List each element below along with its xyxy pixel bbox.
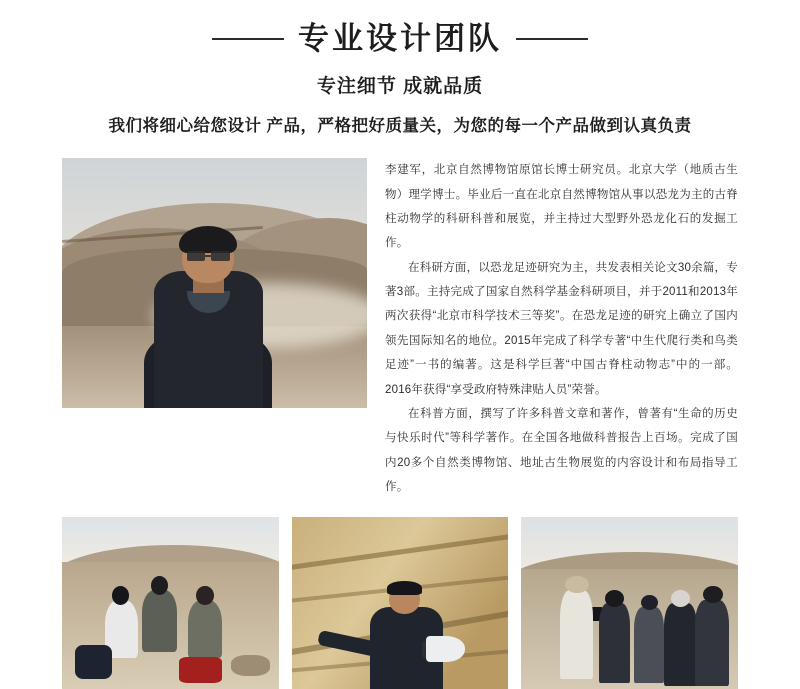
group-person-2-head [605, 590, 625, 607]
portrait-glasses-right [211, 251, 229, 261]
group-person-1-hat [565, 576, 589, 593]
group-person-2-body [599, 603, 629, 682]
page-title: 专业设计团队 [298, 21, 502, 56]
fieldwork-rock [231, 655, 270, 676]
title-row [0, 20, 800, 57]
rockface-person-hair [387, 581, 422, 595]
fieldwork-person-2-head [151, 576, 168, 595]
fieldwork-person-3-body [188, 600, 223, 658]
group-person-1-body [560, 590, 593, 679]
group-person-4-body [664, 603, 697, 686]
title-rule-left [212, 38, 284, 40]
strip-photo-rockface [292, 517, 509, 689]
group-person-3-body [634, 607, 664, 683]
bio-text [367, 158, 738, 499]
group-person-3-head [641, 595, 658, 610]
bio-block [0, 158, 800, 499]
strip-photo-fieldwork [62, 517, 279, 689]
portrait-photo [62, 158, 367, 408]
portrait-glasses-bridge [205, 255, 211, 258]
photo-strip [0, 517, 800, 689]
page-header [0, 0, 800, 136]
portrait-glasses-left [187, 251, 205, 261]
bio-paragraph-2: 在科研方面，以恐龙足迹研究为主，共发表相关论文30余篇，专著3部。主持完成了国家自然科学基金科研项目，并于2011和2013年两次获得“北京市科学技术三等奖”。在恐龙足迹的研究上确立了国内领先国际知名的地位。2015年完成了科学专著“中生代爬行类和鸟类足迹”一书的编著。这是科学巨著“中国古脊柱动物志”中的一部。2016年获得“享受政府特殊津贴人员”荣誉。 [385, 261, 738, 396]
group-person-4-head [671, 590, 691, 607]
group-person-5-body [695, 600, 730, 686]
fieldwork-person-3-head [196, 586, 213, 605]
page-tagline: 我们将细心给您设计 产品，严格把好质量关，为您的每一个产品做到认真负责 [108, 117, 692, 136]
bio-paragraph-3: 在科普方面，撰写了许多科普文章和著作，曾著有“生命的历史与快乐时代”等科学著作。在全国各地做科普报告上百场。完成了国内20多个自然类博物馆、地址古生物展览的内容设计和布局指导工作。 [385, 407, 738, 494]
fieldwork-red-bag [179, 657, 222, 683]
rockface-megaphone [426, 636, 465, 662]
strip-photo-group [521, 517, 738, 689]
page-subtitle: 专注细节 成就品质 [316, 76, 484, 98]
bio-paragraph-1: 李建军，北京自然博物馆原馆长博士研究员。北京大学（地质古生物）理学博士。毕业后一直在北京自然博物馆从事以恐龙为主的古脊柱动物学的科研科普和展览，并主持过大型野外恐龙化石的发掘工作。 [385, 164, 738, 250]
fieldwork-person-2-body [142, 590, 177, 652]
fieldwork-backpack [75, 645, 112, 679]
title-rule-right [516, 38, 588, 40]
